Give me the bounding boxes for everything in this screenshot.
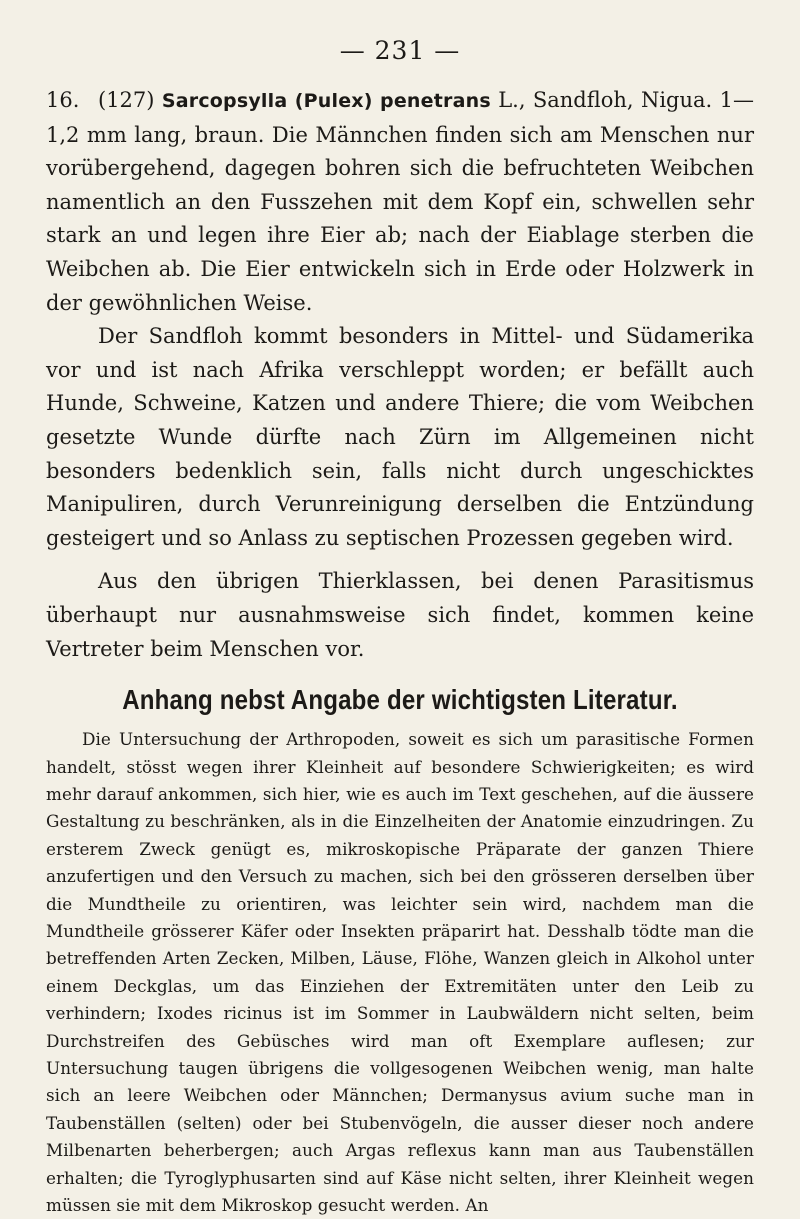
entry-number: 16.	[46, 88, 80, 112]
entry-reference: (127)	[98, 88, 155, 112]
page-number: — 231 —	[339, 36, 461, 65]
species-subgenus: (Pulex)	[294, 90, 373, 112]
species-name: penetrans	[380, 90, 491, 112]
entry-description: L., Sandfloh, Nigua. 1—1,2 mm lang, braun. Die Männchen finden sich am Menschen nur vorübergehend, dagegen bohren sich die befruchteten Weibchen namentlich an den Fusszehen mit dem Kopf ein, schwellen sehr stark an und legen ihre Eier ab; nach der Eiablage sterben die Weibchen ab. Die Eier entwickeln sich in Erde oder Holzwerk in der gewöhnlichen Weise.	[46, 88, 754, 315]
appendix-paragraph: Die Untersuchung der Arthropoden, soweit es sich um parasitische Formen handelt, stösst wegen ihrer Kleinheit auf besondere Schwierigkeiten; es wird mehr darauf ankommen, sich hier, wie es auch im Text geschehen, auf die äussere Gestaltung zu beschränken, als in die Einzelheiten der Anatomie einzudringen. Zu ersterem Zweck genügt es, mikroskopische Präparate der ganzen Thiere anzufertigen und den Versuch zu machen, sich bei den grösseren derselben über die Mundtheile zu orientiren, was leichter sein wird, nachdem man die Mundtheile grösserer Käfer oder Insekten präparirt hat. Desshalb tödte man die betreffenden Arten Zecken, Milben, Läuse, Flöhe, Wanzen gleich in Alkohol unter einem Deckglas, um das Einziehen der Extremitäten unter den Leib zu verhindern; Ixodes ricinus ist im Sommer in Laubwäldern nicht selten, beim Durchstreifen des Gebüsches wird man oft Exemplare auflesen; zur Untersuchung taugen übrigens die vollgesogenen Weibchen wenig, man halte sich an leere Weibchen oder Männchen; Dermanysus avium suche man in Taubenställen (selten) oder bei Stubenvögeln, die ausser dieser noch andere Milbenarten beherbergen; auch Argas reflexus kann man aus Taubenställen erhalten; die Tyroglyphusarten sind auf Käse nicht selten, ihrer Kleinheit wegen müssen sie mit dem Mikroskop gesucht werden. An	[46, 729, 754, 1215]
body-paragraph-other-classes: Aus den übrigen Thierklassen, bei denen Parasitismus überhaupt nur ausnahmsweise sich findet, kommen keine Vertreter beim Menschen vor.	[46, 569, 754, 661]
paragraph-gap	[46, 555, 754, 565]
body-paragraph-distribution: Der Sandfloh kommt besonders in Mittel- und Südamerika vor und ist nach Afrika verschleppt worden; er befällt auch Hunde, Schweine, Katzen und andere Thiere; die vom Weibchen gesetzte Wunde dürfte nach Zürn im Allgemeinen nicht besonders bedenklich sein, falls nicht durch ungeschicktes Manipuliren, durch Verunreinigung derselben die Entzündung gesteigert und so Anlass zu septischen Prozessen gegeben wird.	[46, 324, 754, 550]
species-entry	[46, 84, 754, 320]
book-page	[46, 36, 754, 1219]
species-genus: Sarcopsylla	[161, 90, 288, 112]
appendix-heading: Anhang nebst Angabe der wichtigsten Literatur.	[122, 684, 678, 716]
